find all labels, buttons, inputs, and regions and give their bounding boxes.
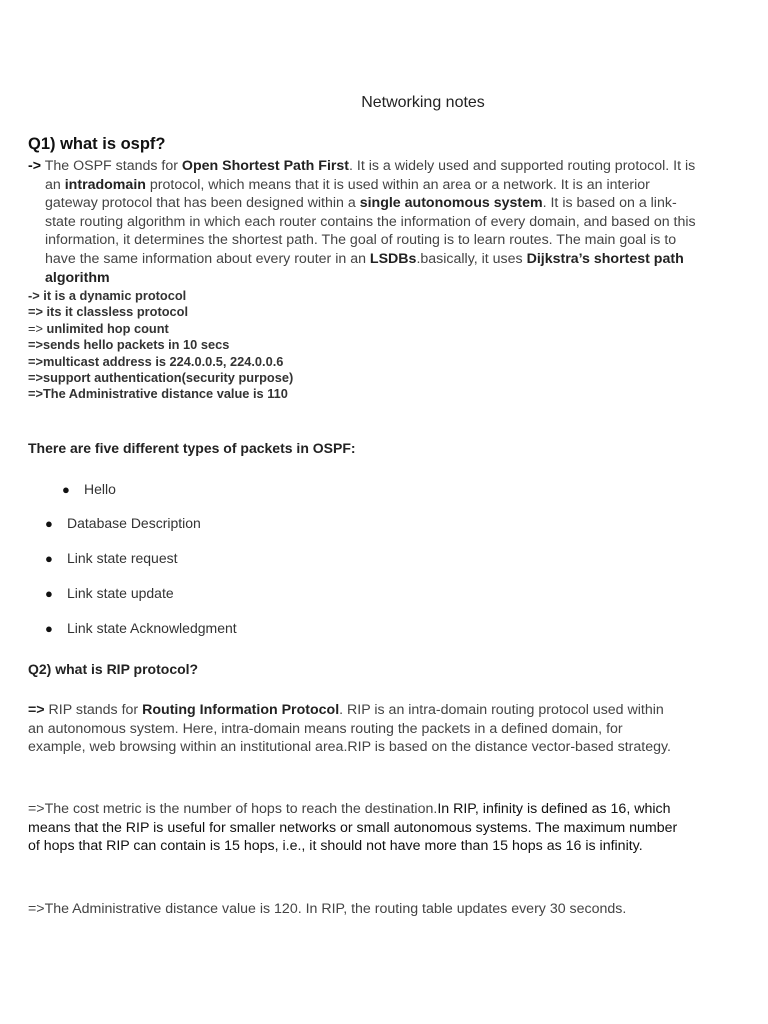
list-item-label: Link state request <box>67 550 178 566</box>
fact-prefix: => <box>28 320 47 336</box>
q1-text-4: . It is based on a link-state routing algorithm in which each router contains the information of every domain, and based on this information, it determines the shortest path. The goal of routing is to learn routes. The main goal is to have the same information about every router in an <box>45 195 696 267</box>
q1-bold-ospf: Open Shortest Path First <box>181 158 350 174</box>
document-title: Networking notes <box>361 94 485 111</box>
q2-p2-text-1: =>The cost metric is the number of hops to reach the destination. <box>28 801 438 817</box>
q1-text-5: .basically, it uses <box>416 250 527 267</box>
list-item-label: Hello <box>84 481 116 497</box>
q1-text-2: . It is a widely used and supported routing protocol. It is an <box>45 158 696 193</box>
q1-paragraph <box>28 157 701 287</box>
q2-heading: Q2) what is RIP protocol? <box>28 661 199 677</box>
q1-text-1: The OSPF stands for <box>41 158 182 174</box>
q2-p1-prefix: => <box>28 702 45 718</box>
q1-text-3: protocol, which means that it is used within an area or a network. It is an interior gateway protocol that has been designed within a <box>45 176 650 212</box>
q1-bold-lsdbs: LSDBs <box>369 250 417 267</box>
list-item <box>45 620 237 636</box>
list-item <box>45 585 174 601</box>
bullet-icon: ● <box>45 621 53 636</box>
q2-p1-text-2: . RIP is an intra-domain routing protocol used within an autonomous system. Here, intra-domain means routing the packets in a defined domain, for example, web browsing within an institutional area.RIP is based on the distance vector-based strategy. <box>28 702 671 756</box>
q1-bold-dijkstra: Dijkstra’s shortest path algorithm <box>45 250 684 286</box>
q1-arrow: -> <box>28 158 42 174</box>
list-item <box>45 515 201 531</box>
bullet-icon: ● <box>62 482 70 497</box>
q2-p1-text-1: RIP stands for <box>44 702 143 718</box>
q2-paragraph-1 <box>28 701 678 757</box>
q1-bold-single-as: single autonomous system <box>359 195 543 212</box>
bullet-icon: ● <box>45 586 53 601</box>
q1-bold-intradomain: intradomain <box>64 176 146 193</box>
fact-item: =>sends hello packets in 10 secs <box>28 337 230 353</box>
list-item-label: Link state update <box>67 585 174 601</box>
q2-paragraph-3: =>The Administrative distance value is 120. In RIP, the routing table updates every 30 seconds. <box>28 901 627 917</box>
fact-item: =>The Administrative distance value is 110 <box>28 386 288 402</box>
ospf-facts-list <box>28 288 293 403</box>
fact-item: -> it is a dynamic protocol <box>28 288 187 303</box>
list-item <box>45 550 178 566</box>
fact-item: =>support authentication(security purpose) <box>28 370 294 386</box>
list-item <box>62 481 116 497</box>
fact-text: unlimited hop count <box>46 320 169 336</box>
fact-item: =>multicast address is 224.0.0.5, 224.0.0.6 <box>28 353 284 369</box>
bullet-icon: ● <box>45 516 53 531</box>
bullet-icon: ● <box>45 551 53 566</box>
q2-p1-bold-rip: Routing Information Protocol <box>142 702 340 718</box>
fact-item <box>28 321 293 337</box>
fact-item: => its it classless protocol <box>28 304 189 320</box>
q2-p2-text-2: In RIP, infinity is defined as 16, which means that the RIP is useful for smaller networks or small autonomous systems. The maximum number of hops that RIP can contain is 15 hops, i.e., it should not have more than 15 hops as 16 is infinity. <box>28 801 678 855</box>
packets-heading: There are five different types of packets in OSPF: <box>28 440 356 456</box>
q1-heading: Q1) what is ospf? <box>28 135 166 153</box>
q2-paragraph-2 <box>28 800 678 856</box>
list-item-label: Database Description <box>67 515 201 531</box>
list-item-label: Link state Acknowledgment <box>67 620 237 636</box>
